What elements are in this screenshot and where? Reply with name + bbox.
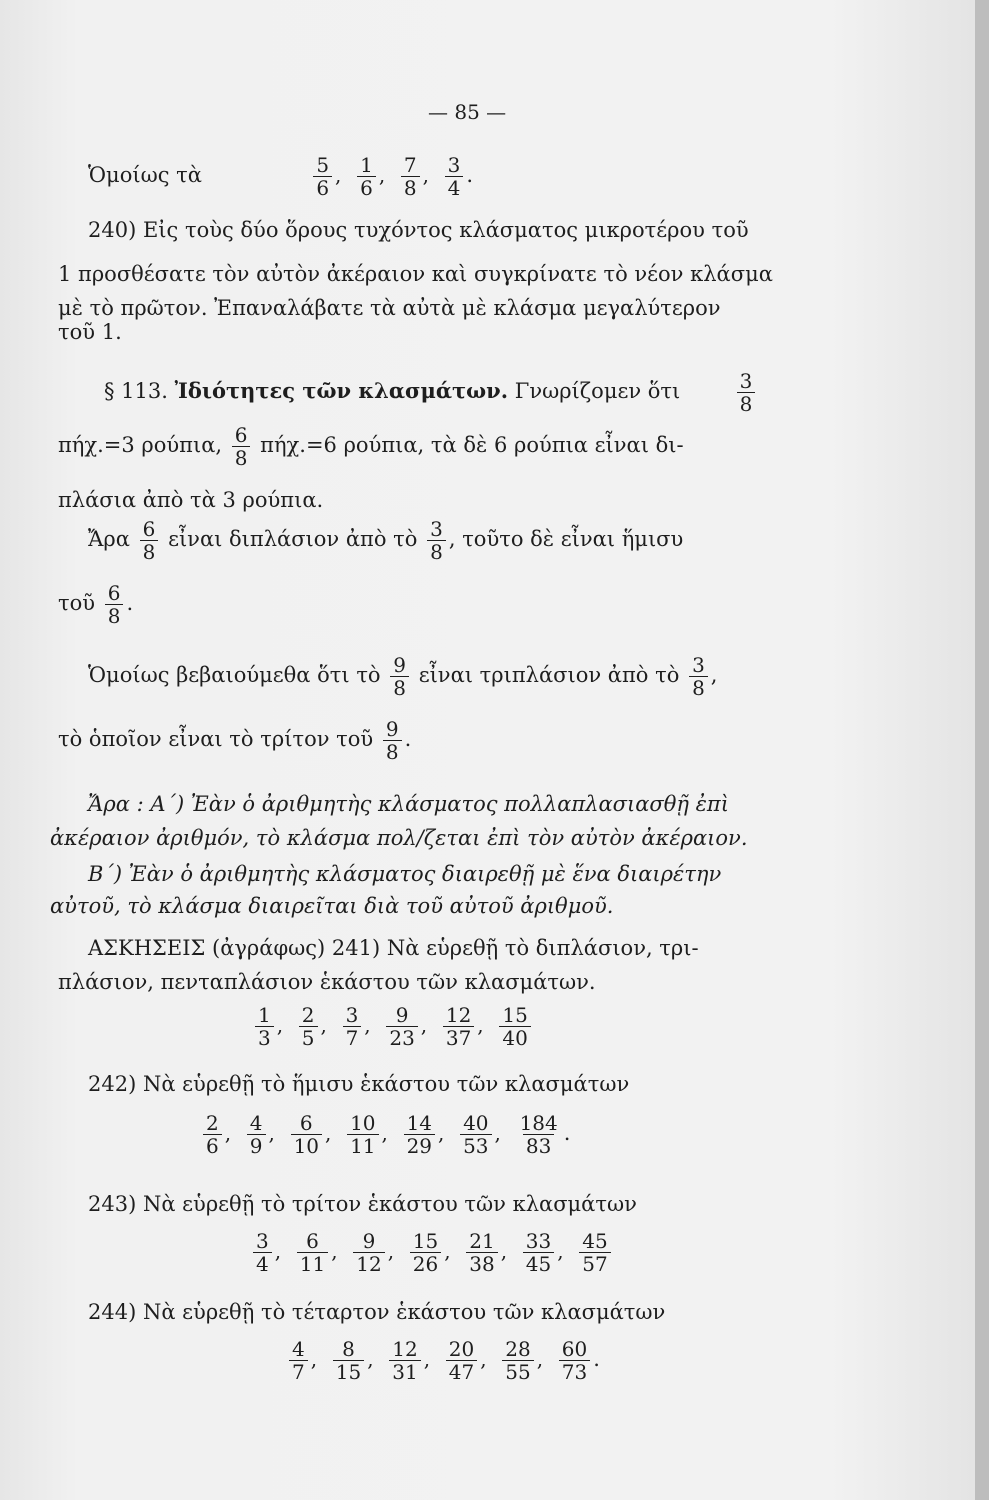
line-opoion: τὸ ὁποῖον εἶναι τὸ τρίτον τοῦ $\frac{9}{8}$ . xyxy=(58,717,412,764)
fractions-243: $\frac{3}{4}$ , $\frac{6}{11}$ , $\frac{9}{12}$ , $\frac{15}{26}$ , $\frac{21}{38}$ , $\frac{33}{45}$ , $\frac{45}{57}$ xyxy=(250,1230,614,1275)
fraction: $\frac{10}{11}$ xyxy=(347,1112,378,1157)
rule-line: αὐτοῦ, τὸ κλάσμα διαιρεῖται διὰ τοῦ αὐτοῦ ἀριθμοῦ. xyxy=(50,894,614,918)
rule-line: Ἄρα : A΄) Ἐὰν ὁ ἀριθμητὴς κλάσματος πολλαπλασιασθῇ ἐπὶ xyxy=(88,792,729,816)
exercise-244: 244) Νὰ εὑρεθῇ τὸ τέταρτον ἑκάστου τῶν κλασμάτων xyxy=(88,1300,666,1324)
fraction: $\frac{1}{3}$ xyxy=(255,1004,274,1049)
line-plasia: πλάσια ἀπὸ τὰ 3 ρούπια. xyxy=(58,488,324,512)
fraction: $\frac{3}{4}$ xyxy=(445,154,464,199)
fraction: $\frac{45}{57}$ xyxy=(579,1230,610,1275)
fraction: $\frac{1}{6}$ xyxy=(357,154,376,199)
exercises-heading: ΑΣΚΗΣΕΙΣ (ἀγράφως) 241) Νὰ εὑρεθῇ τὸ διπλάσιον, τρι- xyxy=(88,936,699,960)
fraction: $\frac{8}{15}$ xyxy=(333,1338,364,1383)
exercise-243: 243) Νὰ εὑρεθῇ τὸ τρίτον ἑκάστου τῶν κλασμάτων xyxy=(88,1192,637,1216)
fraction: $\frac{3}{4}$ xyxy=(253,1230,272,1275)
fraction: $\frac{28}{55}$ xyxy=(502,1338,533,1383)
rule-line: B΄) Ἐὰν ὁ ἀριθμητὴς κλάσματος διαιρεθῇ μὲ ἕνα διαιρέτην xyxy=(88,862,722,886)
exercise-242: 242) Νὰ εὑρεθῇ τὸ ἥμισυ ἑκάστου τῶν κλασμάτων xyxy=(88,1072,630,1096)
fraction: $\frac{3}{8}$ xyxy=(737,370,756,415)
text: , τοῦτο δὲ εἶναι ἥμισυ xyxy=(448,527,684,551)
fraction: $\frac{40}{53}$ xyxy=(460,1112,491,1157)
section-text: Γνωρίζομεν ὅτι xyxy=(514,379,681,403)
fraction: $\frac{9}{8}$ xyxy=(390,654,409,699)
text: Ὁμοίως τὰ xyxy=(88,163,202,187)
line-ara xyxy=(88,518,683,563)
fractions-242: $\frac{2}{6}$ , $\frac{4}{9}$ , $\frac{6}{10}$ , $\frac{10}{11}$ , $\frac{14}{29}$ , $\frac{40}{53}$ , $\frac{184}{83}$ . xyxy=(200,1112,570,1157)
fraction: $\frac{9}{8}$ xyxy=(383,718,402,763)
text: εἶναι διπλάσιον ἀπὸ τὸ xyxy=(168,527,418,551)
fraction: $\frac{12}{37}$ xyxy=(443,1004,474,1049)
text: εἶναι τριπλάσιον ἀπὸ τὸ xyxy=(418,663,680,687)
fractions-244: $\frac{4}{7}$ , $\frac{8}{15}$ , $\frac{12}{31}$ , $\frac{20}{47}$ , $\frac{28}{55}$ , $\frac{60}{73}$ . xyxy=(286,1338,600,1383)
fraction: $\frac{6}{11}$ xyxy=(297,1230,328,1275)
section-113-heading xyxy=(104,370,758,415)
fraction: $\frac{6}{8}$ xyxy=(232,424,251,469)
page-number: — 85 — xyxy=(428,100,507,124)
fraction: $\frac{20}{47}$ xyxy=(446,1338,477,1383)
fraction: $\frac{2}{5}$ xyxy=(299,1004,318,1049)
fraction: $\frac{4}{7}$ xyxy=(289,1338,308,1383)
fraction: $\frac{2}{6}$ xyxy=(203,1112,222,1157)
line-omoios-ta: Ὁμοίως τὰ $\frac{5}{6}$ , $\frac{1}{6}$ , $\frac{7}{8}$ , $\frac{3}{4}$ . xyxy=(88,153,474,200)
fraction: $\frac{6}{8}$ xyxy=(105,582,124,627)
fraction: $\frac{9}{23}$ xyxy=(386,1004,417,1049)
fraction: $\frac{3}{8}$ xyxy=(427,518,446,563)
text: τὸ ὁποῖον εἶναι τὸ τρίτον τοῦ xyxy=(58,727,374,751)
fraction: $\frac{14}{29}$ xyxy=(404,1112,435,1157)
fraction: $\frac{21}{38}$ xyxy=(466,1230,497,1275)
fraction: $\frac{5}{6}$ xyxy=(313,154,332,199)
text: Ὁμοίως βεβαιούμεθα ὅτι τὸ xyxy=(88,663,381,687)
fraction: $\frac{6}{10}$ xyxy=(291,1112,322,1157)
fraction: $\frac{3}{7}$ xyxy=(343,1004,362,1049)
fraction: $\frac{9}{12}$ xyxy=(353,1230,384,1275)
fractions-241: $\frac{1}{3}$ , $\frac{2}{5}$ , $\frac{3}{7}$ , $\frac{9}{23}$ , $\frac{12}{37}$ , $\frac{15}{40}$ xyxy=(252,1004,534,1049)
fraction: $\frac{7}{8}$ xyxy=(401,154,420,199)
exercises-line: πλάσιον, πενταπλάσιον ἑκάστου τῶν κλασμάτων. xyxy=(58,970,596,994)
text: τοῦ xyxy=(58,591,96,615)
text: πήχ.=6 ρούπια, τὰ δὲ 6 ρούπια εἶναι δι- xyxy=(260,433,684,457)
text: πήχ.=3 ρούπια, xyxy=(58,433,223,457)
fraction: $\frac{15}{40}$ xyxy=(499,1004,530,1049)
exercise-240-line: 1 προσθέσατε τὸν αὐτὸν ἀκέραιον καὶ συγκρίνατε τὸ νέον κλάσμα xyxy=(58,262,773,286)
exercise-240-line: τοῦ 1. xyxy=(58,320,122,344)
rule-line: ἀκέραιον ἀριθμόν, τὸ κλάσμα πολ/ζεται ἐπὶ τὸν αὐτὸν ἀκέραιον. xyxy=(50,826,748,850)
line-tou: τοῦ $\frac{6}{8}$ . xyxy=(58,581,134,628)
line-omoios-bebaioumetha: Ὁμοίως βεβαιούμεθα ὅτι τὸ $\frac{9}{8}$ εἶναι τριπλάσιον ἀπὸ τὸ $\frac{3}{8}$ , xyxy=(88,653,718,700)
section-number: § 113. xyxy=(104,379,168,403)
fraction: $\frac{6}{8}$ xyxy=(140,518,159,563)
fraction: $\frac{33}{45}$ xyxy=(523,1230,554,1275)
fraction: $\frac{3}{8}$ xyxy=(689,654,708,699)
fraction: $\frac{12}{31}$ xyxy=(389,1338,420,1383)
line-pich xyxy=(58,424,684,469)
fraction: $\frac{4}{9}$ xyxy=(247,1112,266,1157)
section-title: Ἰδιότητες τῶν κλασμάτων. xyxy=(174,378,509,403)
exercise-240-line: 240) Εἰς τοὺς δύο ὅρους τυχόντος κλάσματος μικροτέρου τοῦ xyxy=(88,218,749,242)
page-edge xyxy=(975,0,989,1500)
text: Ἄρα xyxy=(88,527,130,551)
fraction: $\frac{60}{73}$ xyxy=(559,1338,590,1383)
exercise-240-line: μὲ τὸ πρῶτον. Ἐπαναλάβατε τὰ αὐτὰ μὲ κλάσμα μεγαλύτερον xyxy=(58,296,721,320)
fraction: $\frac{15}{26}$ xyxy=(410,1230,441,1275)
fraction: $\frac{184}{83}$ xyxy=(519,1111,558,1158)
